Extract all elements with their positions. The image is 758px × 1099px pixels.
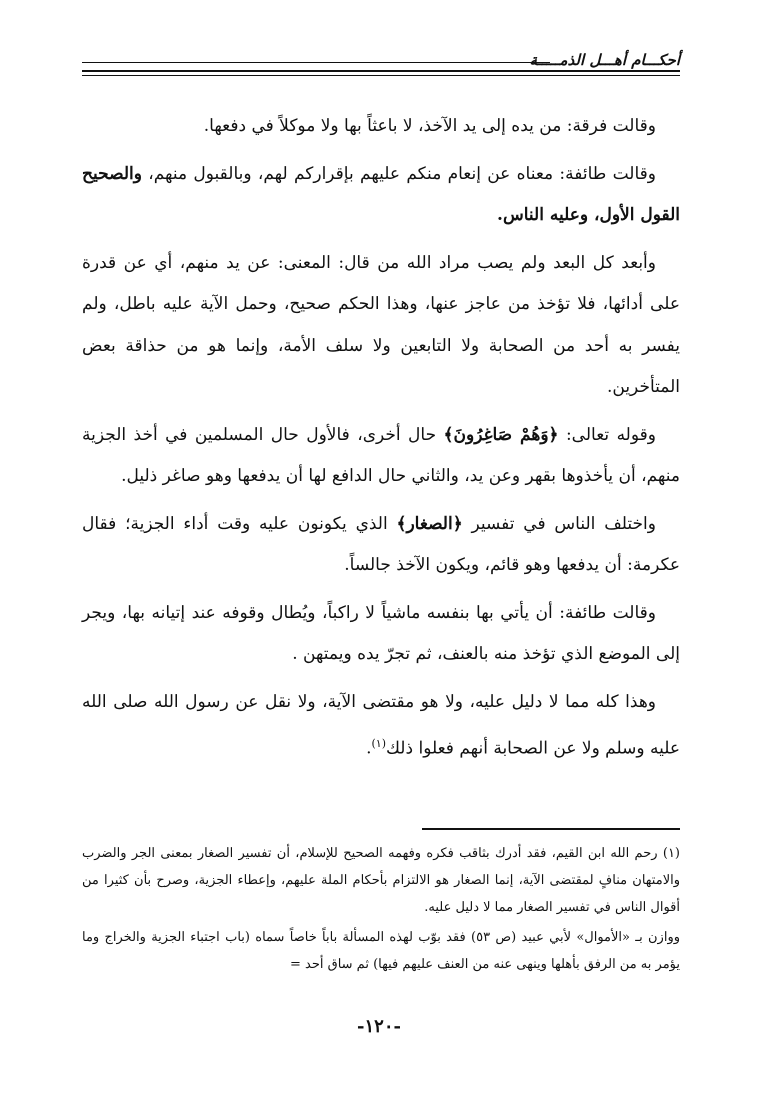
bold-phrase: والصحيح القول الأول، وعليه الناس. (82, 163, 680, 225)
footnote: ووازن بـ «الأموال» لأبي عبيد (ص ٥٣) فقد بوّب لهذه المسألة باباً خاصاً سماه (باب اجتباء الجزية والخراج وما يؤمر به من الرفق بأهلها وينهى عنه من العنف عليهم فيها) ثم ساق أحد = (82, 930, 680, 972)
main-text (82, 106, 680, 776)
paragraph: وقالت فرقة: من يده إلى يد الآخذ، لا باعثاً بها ولا موكلاً في دفعها. (203, 116, 656, 136)
footnote: (١) رحم الله ابن القيم، فقد أدرك بثاقب فكره وفهمه الصحيح للإسلام، أن تفسير الصغار بمعنى الجر والضرب والامتهان منافٍ لمقتضى الآية، إنما الصغار هو الالتزام بأحكام الملة عليهم، وإعطاء الجزية، وصرح بأن كثيرا من أقوال الناس في تفسير الصغار مما لا دليل عليه. (82, 846, 680, 915)
footnotes (82, 840, 680, 981)
paragraph: وقوله تعالى: ﴿وَهُمْ صَاغِرُونَ﴾ حال أخرى، فالأول حال المسلمين في أخذ الجزية منهم، أن يأخذوها بقهر وعن يد، والثاني حال الدافع لها أن يدفعها وهو صاغر ذليل. (82, 424, 680, 486)
header-rule-top (82, 62, 550, 63)
header-rule-thin (82, 75, 680, 76)
paragraph: واختلف الناس في تفسير ﴿الصغار﴾ الذي يكونون عليه وقت أداء الجزية؛ فقال عكرمة: أن يدفعها وهو قائم، ويكون الآخذ جالساً. (82, 513, 680, 575)
page-number: -١٢٠- (357, 1016, 401, 1037)
header-title: أحكـــام أهـــل الذمـــــة (529, 51, 680, 69)
paragraph: وأبعد كل البعد ولم يصب مراد الله من قال: المعنى: عن يد منهم، أي عن قدرة على أدائها، فلا تؤخذ من عاجز عنها، وهذا الحكم صحيح، وحمل الآية عليه باطل، ولم يفسر به أحد من الصحابة ولا التابعين ولا سلف الأمة، وإنما هو من حذاقة بعض المتأخرين. (82, 252, 680, 397)
paragraph: وهذا كله مما لا دليل عليه، ولا هو مقتضى الآية، ولا نقل عن رسول الله صلى الله عليه وسلم ولا عن الصحابة أنهم فعلوا ذلك$^{(١)}$. (82, 691, 680, 759)
quran-quote: ﴿وَهُمْ صَاغِرُونَ﴾ (443, 424, 559, 445)
paragraph: وقالت طائفة: أن يأتي بها بنفسه ماشياً لا راكباً، ويُطال وقوفه عند إتيانه بها، ويجر إلى الموضع الذي تؤخذ منه بالعنف، ثم تجرّ يده ويمتهن . (82, 602, 680, 664)
running-header (82, 50, 680, 76)
quran-quote: ﴿الصغار﴾ (396, 513, 463, 534)
paragraph: وقالت طائفة: معناه عن إنعام منكم عليهم بإقراركم لهم، وبالقبول منهم، والصحيح القول الأول، وعليه الناس. (82, 163, 680, 225)
footnote-ref: (١) (371, 737, 386, 750)
footnote-separator (422, 828, 680, 830)
header-rule-thick (82, 70, 680, 72)
